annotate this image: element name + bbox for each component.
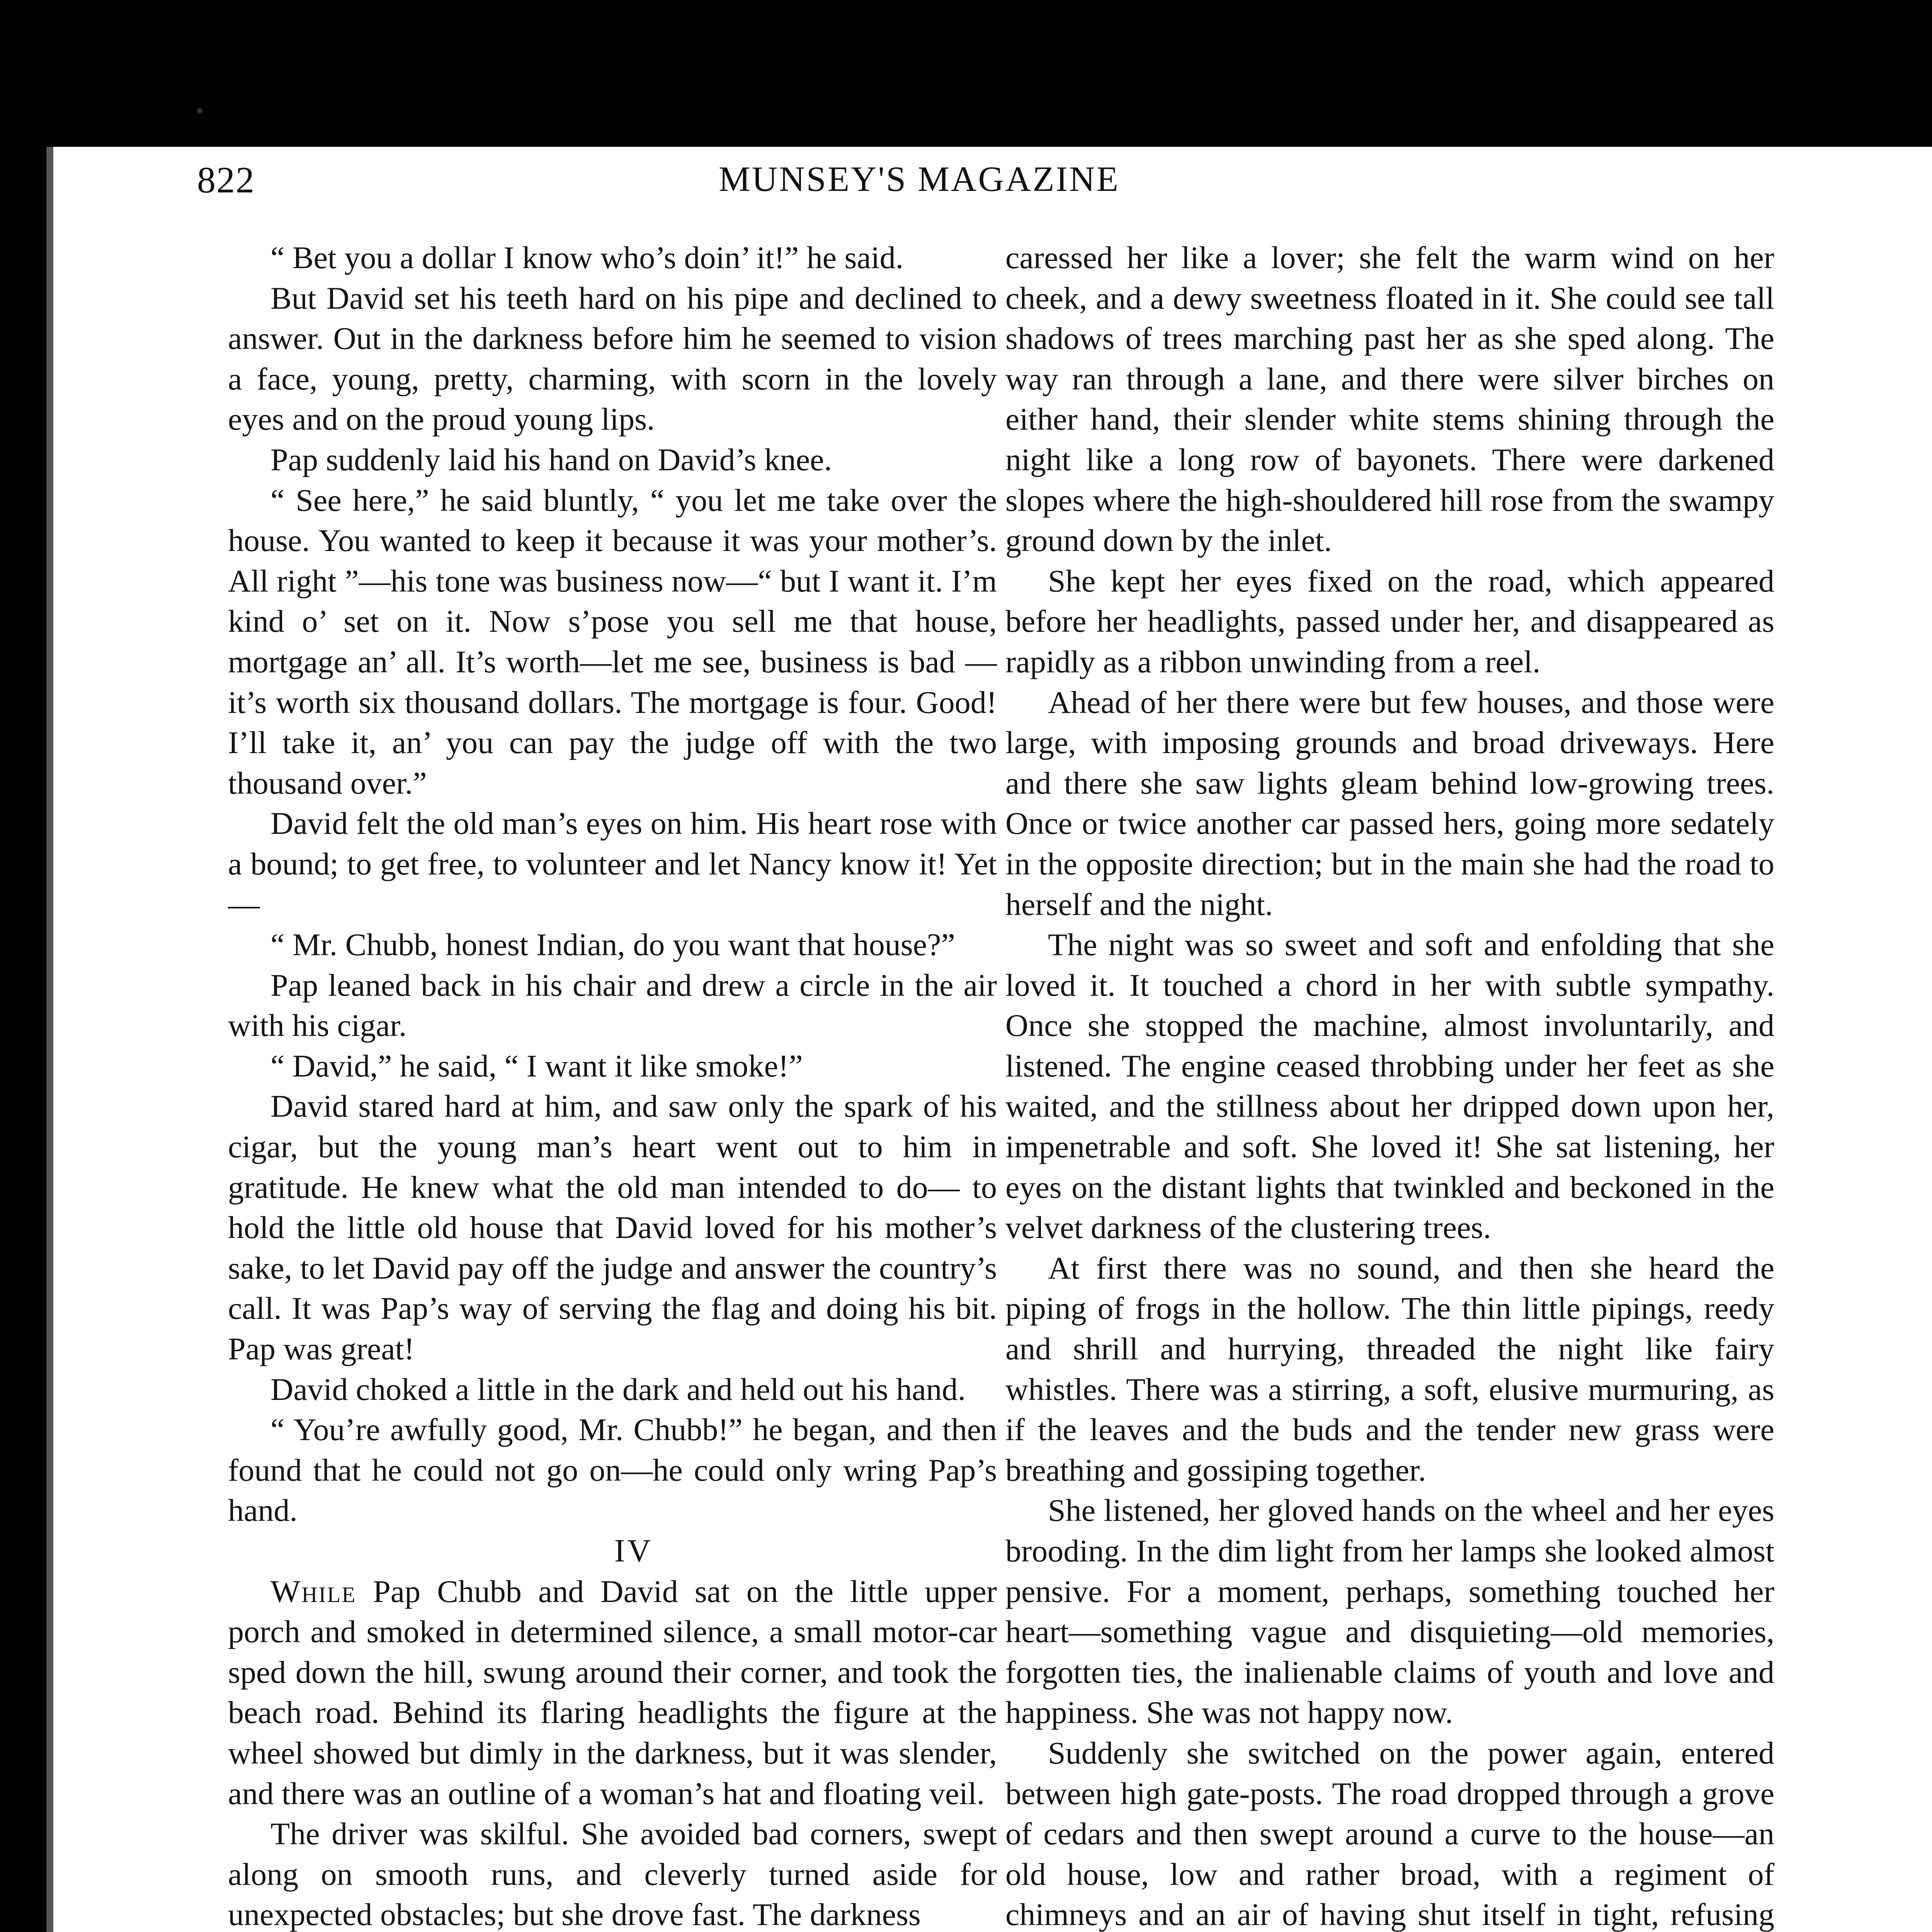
paragraph: Ahead of her there were but few houses, and those were large, with imposing grounds and broad driveways. Here and there she saw lights gleam behind low-growing trees. Once or twice another car passed hers, going more sedately in the opposite direction; but in the main she had the road to herself and the night. [1005, 684, 1774, 922]
paragraph: David choked a little in the dark and held out his hand. [270, 1371, 966, 1407]
left-column [228, 238, 997, 1932]
magazine-title: MUNSEY'S MAGAZINE [719, 159, 1120, 199]
paragraph: “ See here,” he said bluntly, “ you let me take over the house. You wanted to keep it because it was your mother’s. All right ”—his tone was business now—“ but I want it. I’m kind o’ set on it. Now s’pose you sell me that house, mortgage an’ all. It’s worth—let me see, business is bad —it’s worth six thousand dollars. The mortgage is four. Good! I’ll take it, an’ you can pay the judge off with the two thousand over.” [228, 482, 997, 801]
paragraph: The driver was skilful. She avoided bad corners, swept along on smooth runs, and cleverly turned aside for unexpected obstacles; but she drove fast. The darkness [228, 1816, 997, 1932]
paragraph: At first there was no sound, and then she heard the piping of frogs in the hollow. The thin little pipings, reedy and shrill and hurrying, threaded the night like fairy whistles. There was a stirring, a soft, elusive murmuring, as if the leaves and the buds and the tender new grass were breathing and gossiping together. [1005, 1250, 1774, 1488]
paragraph: She listened, her gloved hands on the wheel and her eyes brooding. In the dim light from her lamps she looked almost pensive. For a moment, perhaps, something touched her heart—something vague and disquieting—old memories, forgotten ties, the inalienable claims of youth and love and happiness. She was not happy now. [1005, 1493, 1774, 1730]
paragraph: “ You’re awfully good, Mr. Chubb!” he began, and then found that he could not go on—he could only wring Pap’s hand. [228, 1412, 997, 1528]
paragraph: David stared hard at him, and saw only the spark of his cigar, but the young man’s heart went out to him in gratitude. He knew what the old man intended to do— to hold the little old house that David loved for his mother’s sake, to let David pay off the judge and answer the country’s call. It was Pap’s way of serving the flag and doing his bit. Pap was great! [228, 1088, 997, 1367]
paragraph: Pap suddenly laid his hand on David’s knee. [270, 442, 832, 477]
paragraph: Suddenly she switched on the power again, entered between high gate-posts. The road dropped through a grove of cedars and then swept around a curve to the house—an old house, low and rather broad, with a regiment of chimneys and an air of having shut itself in tight, refusing [1005, 1735, 1774, 1932]
section-heading: IV [614, 1533, 653, 1569]
paragraph: But David set his teeth hard on his pipe and declined to answer. Out in the darkness before him he seemed to vision a face, young, pretty, charming, with scorn in the lovely eyes and on the proud young lips. [228, 280, 997, 437]
right-column [1005, 238, 1774, 1932]
paragraph: Pap leaned back in his chair and drew a circle in the air with his cigar. [228, 967, 997, 1043]
page-number: 822 [197, 159, 255, 201]
paragraph: The night was so sweet and soft and enfolding that she loved it. It touched a chord in her with subtle sympathy. Once she stopped the machine, almost involuntarily, and listened. The engine ceased throbbing under her feet as she waited, and the stillness about her dripped down upon her, impenetrable and soft. She loved it! She sat listening, her eyes on the distant lights that twinkled and beckoned in the velvet darkness of the clustering trees. [1005, 927, 1774, 1245]
continued-paragraph: caressed her like a lover; she felt the warm wind on her cheek, and a dewy sweetness floated in it. She could see tall shadows of trees marching past her as she sped along. The way ran through a lane, and there were silver birches on either hand, their slender white stems shining through the night like a long row of bayonets. There were darkened slopes where the high-shouldered hill rose from the swampy ground down by the inlet. [1005, 240, 1774, 558]
drop-word: While [270, 1573, 357, 1609]
section-opening-paragraph [228, 1571, 997, 1814]
running-head [197, 158, 1758, 205]
paragraph-text: Pap Chubb and David sat on the little upper porch and smoked in determined silence, a small motor-car sped down the hill, swung around their corner, and took the beach road. Behind its flaring headlights the figure at the wheel showed but dimly in the darkness, but it was slender, and there was an outline of a woman’s hat and floating veil. [228, 1573, 997, 1811]
paragraph: “ Bet you a dollar I know who’s doin’ it!” he said. [270, 240, 904, 275]
print-speck [197, 108, 202, 114]
paragraph: “ Mr. Chubb, honest Indian, do you want that house?” [270, 927, 955, 963]
paragraph: “ David,” he said, “ I want it like smoke!” [270, 1048, 803, 1083]
paragraph: David felt the old man’s eyes on him. His heart rose with a bound; to get free, to volunteer and let Nancy know it! Yet— [228, 806, 997, 922]
paragraph: She kept her eyes fixed on the road, which appeared before her headlights, passed under her, and disappeared as rapidly as a ribbon unwinding from a reel. [1005, 563, 1774, 679]
